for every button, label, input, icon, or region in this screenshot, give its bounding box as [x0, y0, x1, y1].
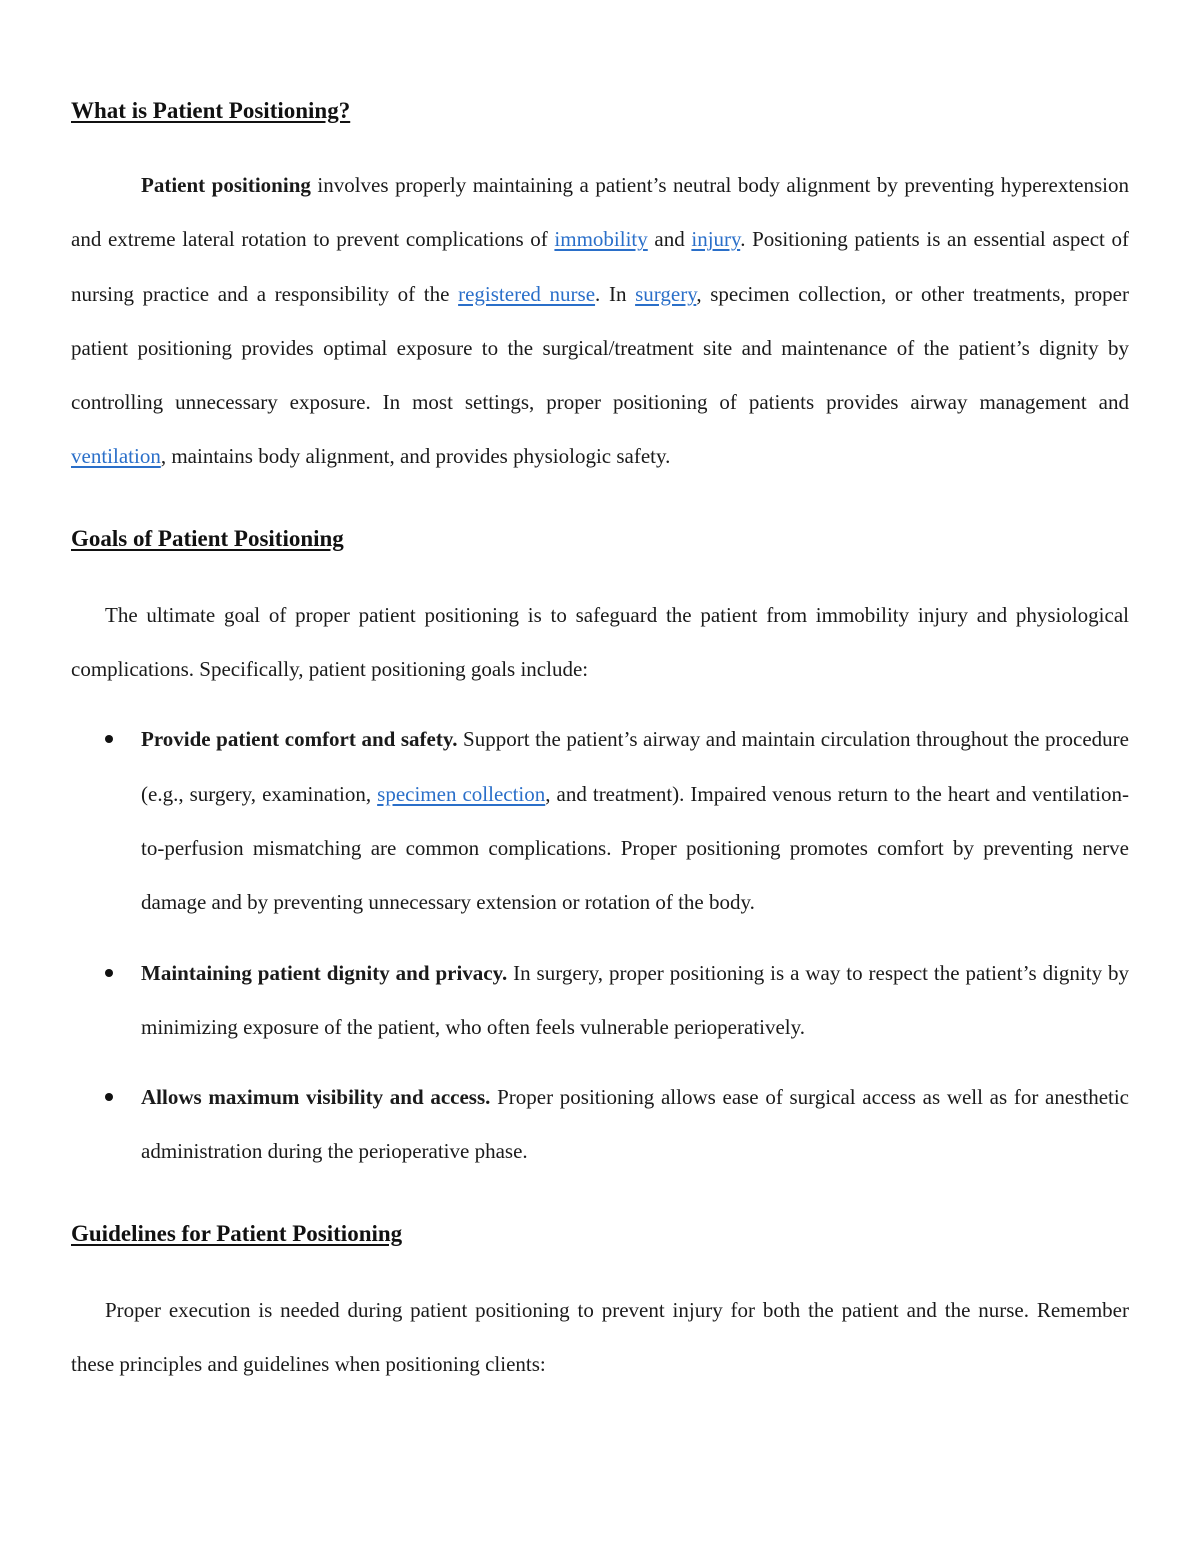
link-surgery[interactable]: surgery	[635, 281, 697, 306]
goal-title: Maintaining patient dignity and privacy.	[141, 960, 508, 985]
goal-visibility-access	[141, 1070, 1129, 1179]
text-run: involves properly maintaining a patient’s neutral body alignment by preventing hyperextension and extreme lateral rotation to prevent complications of	[71, 173, 1129, 252]
document-page	[71, 96, 1129, 1391]
goal-comfort-safety	[141, 712, 1129, 929]
bullet-icon	[105, 735, 113, 743]
link-ventilation[interactable]: ventilation	[71, 444, 161, 469]
text-run: , maintains body alignment, and provides physiologic safety.	[160, 444, 671, 469]
text-run: Proper positioning allows ease of surgical access as well as for anesthetic administration during the perioperative phase.	[141, 1085, 1129, 1164]
goal-title: Allows maximum visibility and access.	[141, 1085, 491, 1110]
link-immobility[interactable]: immobility	[554, 227, 648, 252]
text-run: . Positioning patients is an essential aspect of nursing practice and a responsibility of the	[71, 227, 1130, 306]
bullet-icon	[105, 1093, 113, 1101]
text-run: In surgery, proper positioning is a way to respect the patient’s dignity by minimizing exposure of the patient, who often feels vulnerable perioperatively.	[141, 960, 1130, 1039]
term-patient-positioning: Patient positioning	[141, 173, 311, 197]
link-injury[interactable]: injury	[691, 227, 741, 252]
list-item	[71, 712, 1129, 929]
text-run: Support the patient’s airway and maintain circulation throughout the procedure (e.g., surgery, examination,	[141, 727, 1129, 806]
text-run: . In	[595, 281, 636, 306]
heading-guidelines-for-patient-positioning: Guidelines for Patient Positioning	[71, 1220, 403, 1246]
text-run: and	[647, 227, 692, 252]
list-item	[71, 946, 1129, 1055]
heading-goals-of-patient-positioning: Goals of Patient Positioning	[71, 525, 344, 551]
heading-what-is-patient-positioning: What is Patient Positioning?	[71, 98, 351, 123]
goals-list	[71, 712, 1129, 1178]
link-specimen-collection[interactable]: specimen collection	[377, 781, 546, 806]
list-item	[71, 1070, 1129, 1179]
bullet-icon	[105, 969, 113, 977]
paragraph-definition	[71, 158, 1129, 484]
link-registered-nurse[interactable]: registered nurse	[458, 281, 596, 306]
text-run: , and treatment). Impaired venous return to the heart and ventilation-to-perfusion mismatching are common complications. Proper positioning promotes comfort by preventing nerve damage and by preventing unnecessary extension or rotation of the body.	[141, 781, 1129, 915]
text-run: , specimen collection, or other treatments, proper patient positioning provides optimal exposure to the surgical/treatment site and maintenance of the patient’s dignity by controlling unnecessary exposure. In most settings, proper positioning of patients provides airway management and	[71, 281, 1129, 415]
goal-title: Provide patient comfort and safety.	[141, 727, 458, 752]
paragraph-guidelines-intro: Proper execution is needed during patient positioning to prevent injury for both the patient and the nurse. Remember these principles and guidelines when positioning clients:	[71, 1297, 1129, 1377]
goal-dignity-privacy	[141, 946, 1129, 1055]
paragraph-goals-intro: The ultimate goal of proper patient positioning is to safeguard the patient from immobility injury and physiological complications. Specifically, patient positioning goals include:	[71, 602, 1129, 682]
